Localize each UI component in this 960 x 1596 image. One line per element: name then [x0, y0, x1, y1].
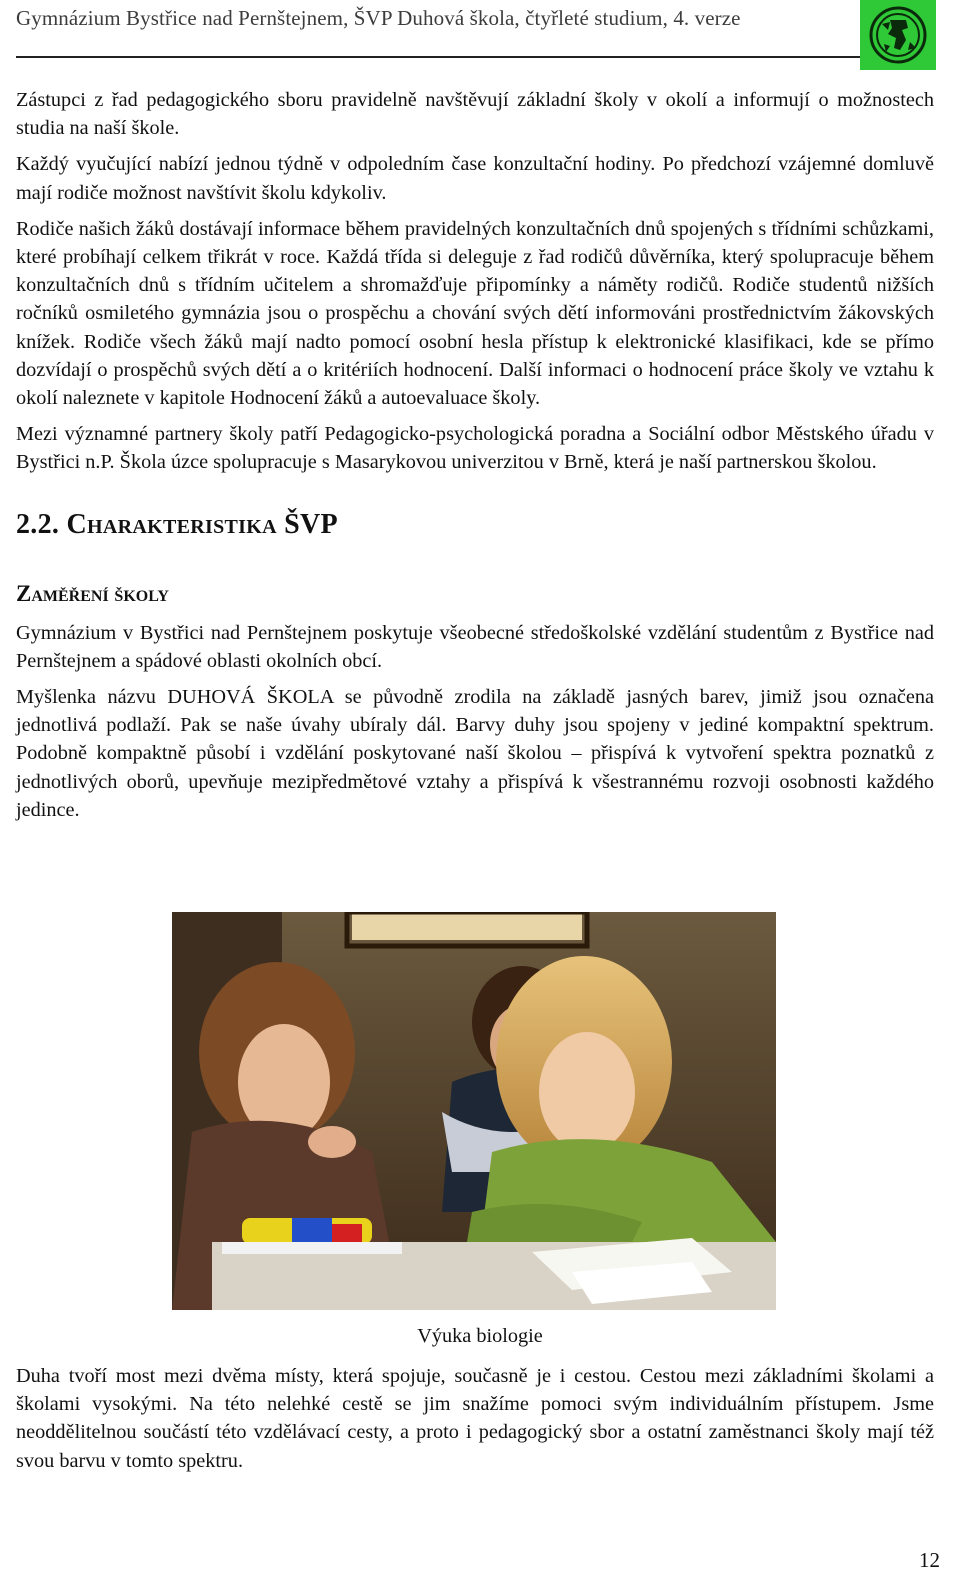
paragraph-consultation-hours: Každý vyučující nabízí jednou týdně v odpoledním čase konzultační hodiny. Po předchozí vzájemné domluvě mají rodiče možnost navštívit školu kdykoliv.	[16, 153, 934, 204]
header-divider	[16, 56, 862, 58]
paragraph-rainbow-idea: Myšlenka názvu DUHOVÁ ŠKOLA se původně zrodila na základě jasných barev, jimiž jsou označena jednotlivá podlaží. Pak se naše úvahy ubíraly dál. Barvy duhy jsou spojeny v jediné kompaktní spektrum. Podobně kompaktně působí i vzdělání poskytované naší školou – přispívá k vytvoření spektra poznatků z jednotlivých oborů, upevňuje mezipředmětové vztahy a přispívá k všestrannému rozvoji osobnosti každého jedince.	[16, 686, 934, 821]
classroom-photo	[172, 912, 776, 1310]
paragraph-partners: Mezi významné partnery školy patří Pedagogicko-psychologická poradna a Sociální odbor Městského úřadu v Bystřici n.P. Škola úzce spolupracuje s Masarykovou univerzitou v Brně, která je naší partnerskou školou.	[16, 423, 934, 474]
page-header	[16, 0, 942, 58]
paragraph-school-focus: Gymnázium v Bystřici nad Pernštejnem poskytuje všeobecné středoškolské vzdělání studentům z Bystřice nad Pernštejnem a spádové oblasti okolních obcí.	[16, 621, 934, 672]
school-crest-icon	[860, 0, 936, 70]
paragraph-school-visits: Zástupci z řad pedagogického sboru pravidelně navštěvují základní školy v okolí a informují o možnostech studia na naší škole.	[16, 89, 934, 140]
header-title: Gymnázium Bystřice nad Pernštejnem, ŠVP Duhová škola, čtyřleté studium, 4. verze	[16, 6, 741, 30]
section-heading: 2.2. Charakteristika ŠVP	[16, 508, 338, 540]
main-content	[16, 86, 934, 832]
subsection-heading: Zaměření školy	[16, 580, 169, 606]
paragraph-parent-information: Rodiče našich žáků dostávají informace během pravidelných konzultačních dnů spojených s třídními schůzkami, které probíhají celkem třikrát v roce. Každá třída si deleguje z řad rodičů důvěrníka, který spolupracuje během konzultačních dnů s třídním učitelem a shromažďuje připomínky a náměty rodičů. Rodiče studentů nižších ročníků osmiletého gymnázia jsou o prospěchu a chování svých dětí informováni prostřednictvím žákovských knížek. Rodiče všech žáků mají nadto pomocí osobní hesla přístup k elektronické klasifikaci, kde se přímo dozvídají o prospěchů svých dětí a o kritériích hodnocení. Další informaci o hodnocení práce školy ve vztahu k okolí naleznete v kapitole Hodnocení žáků a autoevaluace školy.	[16, 217, 934, 410]
paragraph-rainbow-bridge: Duha tvoří most mezi dvěma místy, která spojuje, současně je i cestou. Cestou mezi základními školami a školami vysokými. Na této nelehké cestě se jim snažíme pomoci svým individuálním přístupem. Jsme neoddělitelnou součástí této vzdělávací cesty, a proto i pedagogický sbor a ostatní zaměstnanci školy mají též svou barvu v tomto spektru.	[16, 1365, 934, 1472]
closing-section	[16, 1362, 934, 1483]
photo-caption: Výuka biologie	[417, 1325, 543, 1347]
page-number: 12	[919, 1548, 940, 1572]
